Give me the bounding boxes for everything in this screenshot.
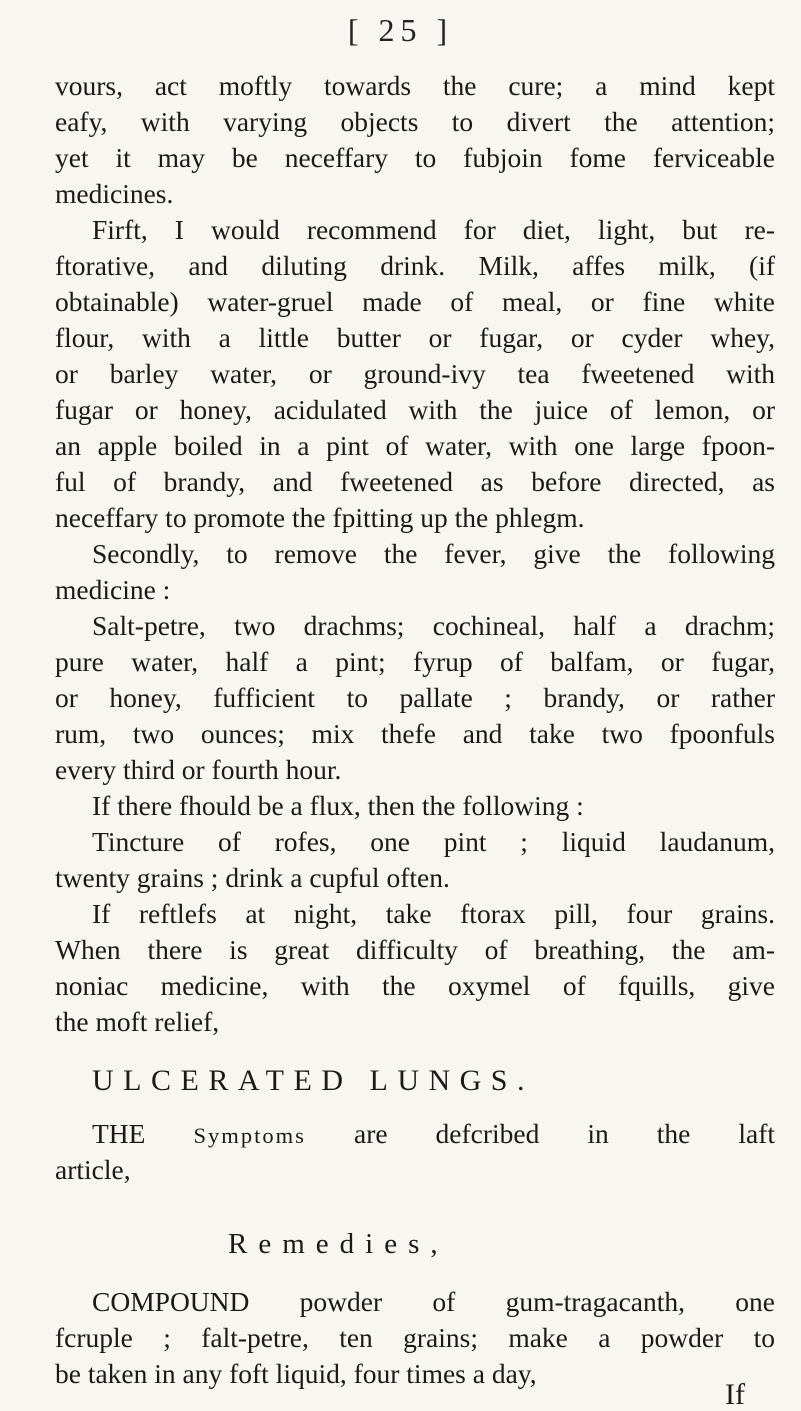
text-line: every third or fourth hour. (55, 754, 342, 785)
symptoms-line (92, 1120, 775, 1148)
text-line: flour, with a little butter or fugar, or cyder whey, (55, 322, 775, 353)
catchword: If (725, 1378, 745, 1411)
symptoms-rest: are defcribed in the laft (353, 1118, 776, 1149)
text-line: ful of brandy, and fweetened as before directed, as (55, 466, 775, 497)
text-line: ftorative, and diluting drink. Milk, affes milk, (if (55, 250, 775, 281)
text-line: Salt-petre, two drachms; cochineal, half a drachm; (92, 610, 775, 641)
text-line: or honey, fufficient to pallate ; brandy, or rather (55, 682, 775, 713)
text-line: neceffary to promote the fpitting up the phlegm. (55, 502, 585, 533)
text-line: If reftlefs at night, take ftorax pill, four grains. (92, 898, 775, 929)
text-line: When there is great difficulty of breathing, the am- (55, 934, 775, 965)
text-line: obtainable) water-gruel made of meal, or fine white (55, 286, 775, 317)
text-line: COMPOUND powder of gum-tragacanth, one (92, 1286, 775, 1317)
text-line: fugar or honey, acidulated with the juice of lemon, or (55, 394, 775, 425)
symptoms-the: THE (92, 1118, 146, 1149)
text-line: the moft relief, (55, 1006, 220, 1037)
text-line: be taken in any foft liquid, four times a day, (55, 1358, 537, 1389)
text-line: or barley water, or ground-ivy tea fweetened with (55, 358, 775, 389)
symptoms-word: Symptoms (193, 1123, 306, 1148)
text-line: Firft, I would recommend for diet, light, but re- (92, 214, 775, 245)
text-line: medicine : (55, 574, 171, 605)
text-line: medicines. (55, 178, 174, 209)
text-line: noniac medicine, with the oxymel of fquills, give (55, 970, 775, 1001)
text-line: Secondly, to remove the fever, give the following (92, 538, 775, 569)
text-line: rum, two ounces; mix thefe and take two fpoonfuls (55, 718, 775, 749)
text-line: article, (55, 1154, 131, 1185)
text-line: Tincture of rofes, one pint ; liquid laudanum, (92, 826, 775, 857)
text-line: pure water, half a pint; fyrup of balfam, or fugar, (55, 646, 775, 677)
section-heading: ULCERATED LUNGS. (92, 1064, 534, 1097)
remedies-heading: Remedies, (228, 1228, 449, 1260)
text-line: twenty grains ; drink a cupful often. (55, 862, 450, 893)
text-line: an apple boiled in a pint of water, with one large fpoon- (55, 430, 775, 461)
text-line: fcruple ; falt-petre, ten grains; make a powder to (55, 1322, 775, 1353)
text-line: yet it may be neceffary to fubjoin fome ferviceable (55, 142, 775, 173)
text-line: eafy, with varying objects to divert the attention; (55, 106, 775, 137)
page-number: [ 25 ] (347, 12, 454, 48)
text-line: vours, act moftly towards the cure; a mind kept (55, 70, 775, 101)
text-line: If there fhould be a flux, then the following : (92, 790, 584, 821)
